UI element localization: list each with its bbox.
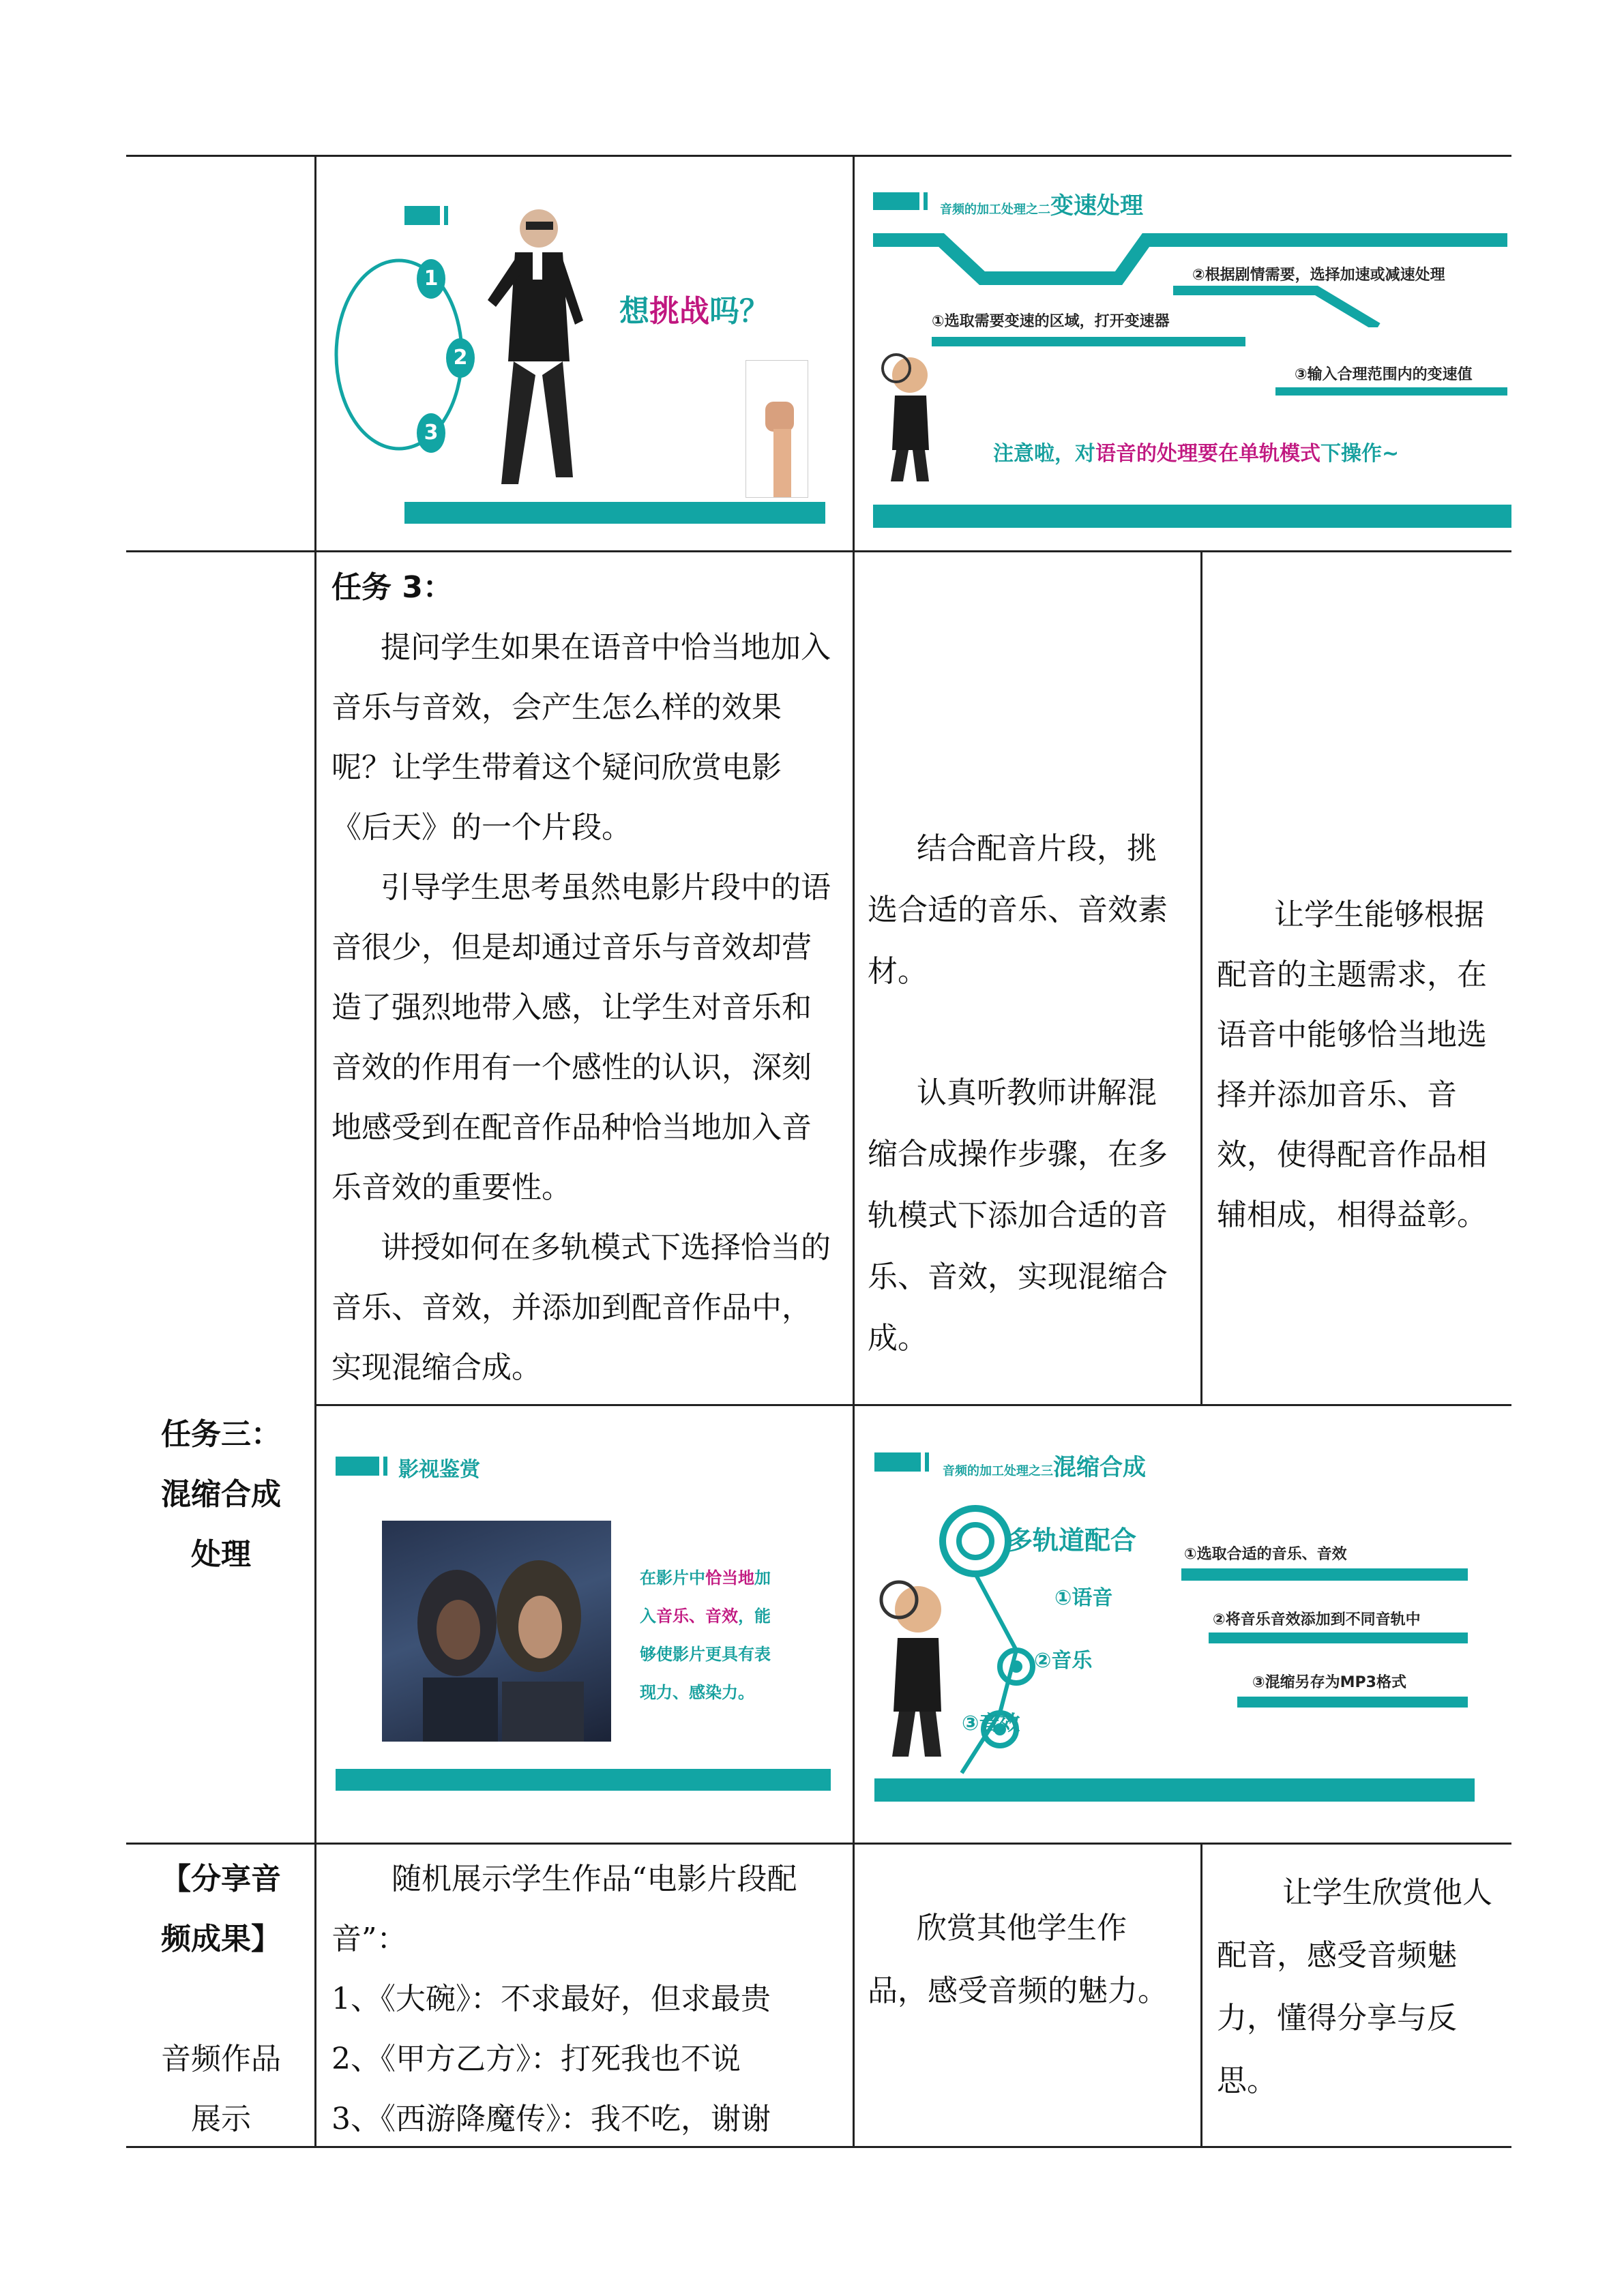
- mix-step-3-bar: [1237, 1697, 1468, 1708]
- col-divider-1: [314, 155, 316, 2148]
- share-intro: 随机展示学生作品“电影片段配音”：: [331, 1862, 797, 1956]
- share-label-line-1: 【分享音: [161, 1862, 281, 1896]
- magnifier-man-figure: [880, 348, 941, 484]
- film-caption-h: 现力、感染力。: [640, 1683, 754, 1702]
- film-header: 影视鉴赏: [398, 1458, 480, 1482]
- task3-title: 任务 3：: [331, 570, 453, 605]
- share-label-line-3: 音频作品: [161, 2042, 281, 2076]
- slide-header-tick: [924, 192, 928, 210]
- slide-header-bar: [336, 1457, 379, 1476]
- slide-challenge: [327, 177, 846, 532]
- slide-film-appreciation: [327, 1439, 846, 1821]
- challenge-title-c: 吗？: [709, 294, 769, 329]
- row-divider-1: [126, 550, 1511, 552]
- task3-design-intent: [1217, 885, 1496, 1245]
- film-caption-f: ，能: [738, 1607, 771, 1626]
- mix-step-1: ①选取合适的音乐、音效: [1184, 1546, 1347, 1563]
- share-work-3: 3、《西游降魔传》：我不吃，谢谢: [331, 2102, 771, 2136]
- speed-note-d: 下操作~: [1320, 442, 1400, 466]
- slide-footer-bar: [336, 1769, 831, 1791]
- task3-student-2: 认真听教师讲解混缩合成操作步骤，在多轨模式下添加合适的音乐、音效，实现混缩合成。: [868, 1075, 1168, 1356]
- task3-student-1: 结合配音片段，挑选合适的音乐、音效素材。: [868, 831, 1168, 989]
- film-caption-d: 入: [640, 1607, 656, 1626]
- slide-header: [940, 187, 1143, 220]
- share-label-gap: [130, 1969, 312, 2029]
- film-still-image: [382, 1521, 611, 1742]
- slide-header-tick: [444, 206, 448, 225]
- task3-label-line-1: 任务三：: [161, 1417, 281, 1452]
- slide-header-tick: [925, 1452, 929, 1472]
- slide-header-bar: [874, 1452, 921, 1472]
- mix-step-1-bar: [1181, 1568, 1468, 1581]
- mix-item-voice: ①语音: [1054, 1586, 1113, 1610]
- task3-label-line-2: 混缩合成: [161, 1477, 281, 1512]
- slide-header-small: 音频的加工处理之二: [940, 203, 1050, 217]
- row-divider-2: [315, 1404, 1511, 1406]
- share-student-activity: [868, 1897, 1181, 2023]
- share-work-1: 1、《大碗》：不求最好，但求最贵: [331, 1982, 771, 2016]
- share-work-2: 2、《甲方乙方》：打死我也不说: [331, 2042, 741, 2076]
- slide-header-tick: [383, 1457, 387, 1476]
- slide-footer-bar: [873, 505, 1511, 528]
- table-top-border: [126, 155, 1511, 157]
- speed-step-2: ②根据剧情需要，选择加速或减速处理: [1192, 267, 1445, 284]
- businessman-figure: [481, 198, 590, 498]
- mix-header: [943, 1448, 1146, 1482]
- slide-header-bar: [873, 192, 919, 210]
- cycle-number-3: 3: [417, 413, 445, 453]
- film-caption-c: 加: [754, 1568, 771, 1587]
- mix-header-big: 混缩合成: [1053, 1454, 1146, 1481]
- slide-header-big: 变速处理: [1050, 192, 1143, 220]
- film-caption-e: 音乐、音效: [656, 1607, 738, 1626]
- cycle-number-2: 2: [446, 338, 475, 378]
- task3-para-3: 讲授如何在多轨模式下选择恰当的音乐、音效，并添加到配音作品中，实现混缩合成。: [331, 1230, 831, 1385]
- share-student: 欣赏其他学生作品，感受音频的魅力。: [868, 1911, 1168, 2008]
- film-caption: [640, 1559, 810, 1712]
- film-caption-b: 恰当地: [705, 1568, 754, 1587]
- task3-para-1: 提问学生如果在语音中恰当地加入音乐与音效，会产生怎么样的效果呢？让学生带着这个疑问欣赏电影《后天》的一个片段。: [331, 630, 831, 845]
- col-divider-2: [853, 155, 855, 2148]
- mix-main-label: 多轨道配合: [1007, 1525, 1137, 1555]
- speed-note-c: 单轨模式: [1239, 442, 1320, 466]
- mix-header-small: 音频的加工处理之三: [943, 1464, 1053, 1478]
- col-divider-3a: [1200, 550, 1202, 1405]
- challenge-title-a: 想: [619, 294, 649, 329]
- film-caption-a: 在影片中: [640, 1568, 705, 1587]
- task3-label-line-3: 处理: [191, 1537, 251, 1572]
- film-figures: [382, 1521, 611, 1742]
- film-caption-g: 够使影片更具有表: [640, 1645, 771, 1664]
- mix-item-effects: ③音效: [962, 1712, 1020, 1735]
- step-1-underline: [932, 337, 1245, 346]
- col-divider-3b: [1200, 1843, 1202, 2147]
- mix-item-music: ②音乐: [1034, 1649, 1093, 1673]
- share-section-label: [130, 1849, 312, 2149]
- task3-teacher-activity: [331, 558, 836, 1398]
- challenge-title-b: 挑战: [649, 294, 709, 329]
- slide-mixdown: [866, 1439, 1511, 1821]
- task3-intent: 让学生能够根据配音的主题需求，在语音中能够恰当地选择并添加音乐、音效，使得配音作品相辅相成，相得益彰。: [1217, 897, 1487, 1232]
- speed-note-b: 语音的处理要在: [1095, 442, 1239, 466]
- speed-note: [993, 436, 1399, 466]
- share-design-intent: [1217, 1862, 1496, 2113]
- share-intent: 让学生欣赏他人配音，感受音频魅力，懂得分享与反思。: [1217, 1875, 1492, 2098]
- magnifier-man-figure: [879, 1575, 954, 1759]
- fist-photo: [745, 360, 808, 498]
- slide-footer-bar: [404, 502, 825, 524]
- slide-speed-change: [866, 177, 1511, 532]
- task3-para-2: 引导学生思考虽然电影片段中的语音很少，但是却通过音乐与音效却营造了强烈地带入感，让学生对音乐和音效的作用有一个感性的认识，深刻地感受到在配音作品种恰当地加入音乐音效的重要性。: [331, 870, 831, 1205]
- mix-step-2-bar: [1209, 1632, 1468, 1643]
- row-divider-3: [126, 1843, 1511, 1845]
- speed-step-3: ③输入合理范围内的变速值: [1295, 366, 1473, 383]
- share-teacher-activity: [331, 1849, 836, 2149]
- slide-footer-bar: [874, 1778, 1475, 1802]
- mix-step-2: ②将音乐音效添加到不同音轨中: [1213, 1611, 1421, 1628]
- step-3-underline: [1275, 387, 1507, 396]
- slide-header-bar: [404, 206, 440, 225]
- fist-icon: [746, 361, 808, 497]
- speed-step-1: ①选取需要变速的区域，打开变速器: [932, 313, 1170, 330]
- share-label-line-2: 频成果】: [161, 1922, 281, 1956]
- task3-section-label: [130, 1405, 312, 1585]
- cycle-number-1: 1: [417, 259, 445, 299]
- task3-student-activity: [868, 818, 1185, 1369]
- share-label-line-4: 展示: [191, 2102, 251, 2136]
- challenge-title: [619, 286, 769, 330]
- speed-note-a: 注意啦，对: [993, 442, 1095, 466]
- mix-step-3: ③混缩另存为MP3格式: [1252, 1674, 1406, 1691]
- task3-student-gap: [868, 1002, 1185, 1062]
